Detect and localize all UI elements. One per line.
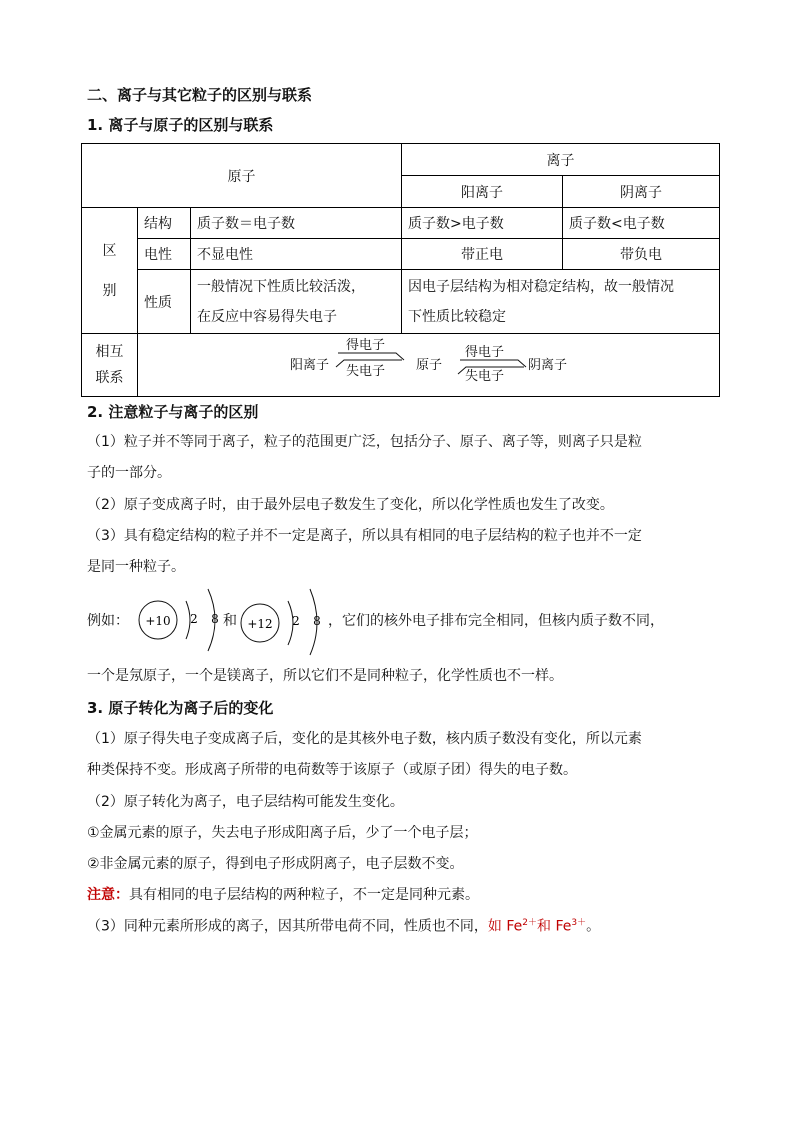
fe2-label: 如 Fe <box>487 918 523 935</box>
attr-structure: 结构 <box>138 208 191 239</box>
sec2-title: 2. 注意粒子与离子的区别 <box>87 403 259 421</box>
sec3-p3 <box>87 915 600 936</box>
atom-header: 原子 <box>82 144 402 208</box>
sec3-title: 3. 原子转化为离子后的变化 <box>87 699 274 717</box>
anion-header: 阴离子 <box>563 176 720 208</box>
cation-charge: 带正电 <box>402 239 563 270</box>
magnesium-ion-diagram <box>241 589 321 655</box>
difference-label-char1: 区 <box>102 242 117 259</box>
sec3-p2: （2）原子转化为离子，电子层结构可能发生变化。 <box>87 794 404 810</box>
difference-label-char2: 别 <box>102 282 117 299</box>
relation-diagram-cell <box>138 334 720 397</box>
cation-header: 阳离子 <box>402 176 563 208</box>
ion-property <box>402 270 720 334</box>
sec2-p2: （2）原子变成离子时，由于最外层电子数发生了变化，所以化学性质也发生了改变。 <box>87 497 614 513</box>
arrow-gain-1 <box>338 353 404 360</box>
sec3-p3-prefix: （3）同种元素所形成的离子，因其所带电荷不同，性质也不同， <box>87 918 488 935</box>
sec3-p3-end: 。 <box>586 918 601 935</box>
neon-atom-diagram <box>139 589 219 651</box>
relation-atom: 原子 <box>416 358 443 373</box>
cation-structure: 质子数>电子数 <box>402 208 563 239</box>
relation-cation: 阳离子 <box>290 358 330 373</box>
sec1-title: 1. 离子与原子的区别与联系 <box>87 116 274 134</box>
note-line <box>87 884 479 904</box>
sec2-p1-line2: 子的一部分。 <box>87 465 171 481</box>
section-heading: 二、离子与其它粒子的区别与联系 <box>87 86 313 104</box>
difference-label <box>82 208 138 334</box>
example-prefix: 例如： <box>87 613 129 629</box>
atom-property <box>191 270 402 334</box>
note-text: 具有相同的电子层结构的两种粒子，不一定是同种元素。 <box>129 887 479 903</box>
relation-lose-1: 失电子 <box>346 364 386 379</box>
ion-property-line2: 下性质比较稳定 <box>408 308 507 325</box>
anion-structure: 质子数<电子数 <box>563 208 720 239</box>
example-and: 和 <box>223 613 237 629</box>
relation-label <box>82 334 138 397</box>
ion-header: 离子 <box>402 144 720 176</box>
sec3-item1: ①金属元素的原子，失去电子形成阳离子后，少了一个电子层； <box>87 825 478 841</box>
sec3-p1-line2: 种类保持不变。形成离子所带的电荷数等于该原子（或原子团）得失的电子数。 <box>87 762 577 778</box>
atom-property-line1: 一般情况下性质比较活泼， <box>197 278 365 295</box>
relation-gain-1: 得电子 <box>346 338 386 353</box>
relation-label-line2: 联系 <box>95 370 124 386</box>
atom-property-line2: 在反应中容易得失电子 <box>197 308 337 325</box>
anion-charge: 带负电 <box>563 239 720 270</box>
relation-gain-2: 得电子 <box>465 345 505 360</box>
sec3-item2: ②非金属元素的原子，得到电子形成阴离子，电子层数不变。 <box>87 856 464 872</box>
arrow-gain-2 <box>460 360 526 367</box>
atom-structure-diagrams <box>132 583 332 657</box>
note-label: 注意： <box>87 887 129 903</box>
relation-lose-2: 失电子 <box>465 369 505 384</box>
ion-property-line1: 因电子层结构为相对稳定结构，故一般情况 <box>408 278 675 295</box>
sec2-p3-line1: （3）具有稳定结构的粒子并不一定是离子，所以具有相同的电子层结构的粒子也并不一定 <box>87 528 642 544</box>
fe3-label: 和 Fe <box>537 918 572 935</box>
attr-property: 性质 <box>138 270 191 334</box>
mg-shell1-count: 2 <box>292 614 300 628</box>
neon-shell2-count: 8 <box>211 612 219 626</box>
attr-charge: 电性 <box>138 239 191 270</box>
sec2-p1-line1: （1）粒子并不等同于离子，粒子的范围更广泛，包括分子、原子、离子等，则离子只是粒 <box>87 434 642 450</box>
example-line2: 一个是氖原子，一个是镁离子，所以它们不是同种粒子，化学性质也不一样。 <box>87 668 563 684</box>
neon-shell1-count: 2 <box>190 612 198 626</box>
fe2-charge: 2＋ <box>522 918 537 928</box>
relation-label-line1: 相互 <box>95 344 124 360</box>
fe3-charge: 3＋ <box>571 918 587 928</box>
relation-anion: 阴离子 <box>528 358 568 373</box>
comparison-table <box>81 143 720 397</box>
example-suffix: ，它们的核外电子排布完全相同，但核内质子数不同， <box>328 613 664 629</box>
sec2-p3-line2: 是同一种粒子。 <box>87 559 185 575</box>
relation-diagram <box>138 334 718 396</box>
atom-structure: 质子数＝电子数 <box>191 208 402 239</box>
mg-shell2-count: 8 <box>313 614 321 628</box>
neon-nucleus-charge: +10 <box>145 614 171 628</box>
sec3-p1-line1: （1）原子得失电子变成离子后，变化的是其核外电子数，核内质子数没有变化，所以元素 <box>87 731 642 747</box>
mg-nucleus-charge: +12 <box>247 617 273 631</box>
atom-charge: 不显电性 <box>191 239 402 270</box>
